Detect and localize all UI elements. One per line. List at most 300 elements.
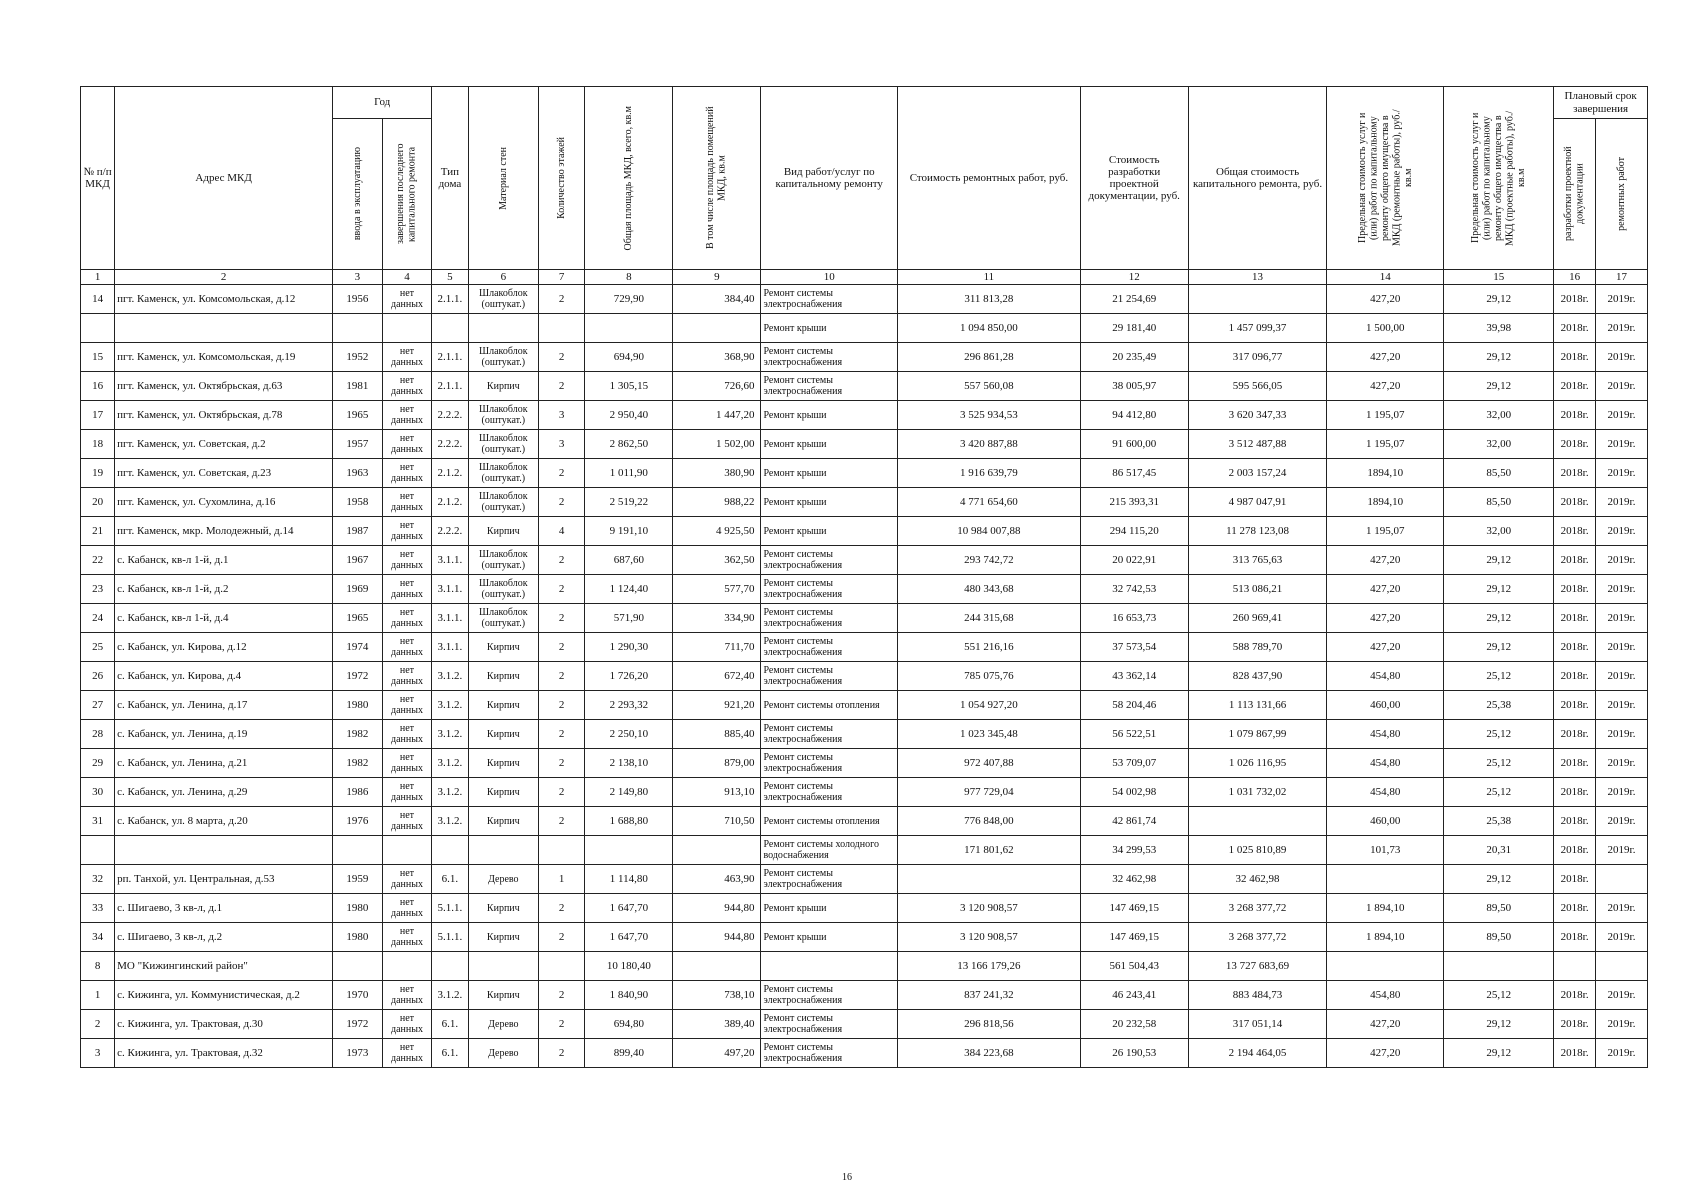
cell-lim1: 427,20: [1327, 633, 1444, 662]
cell-live: 368,90: [673, 343, 761, 372]
cell-design: 43 362,14: [1080, 662, 1188, 691]
cell-lim1: 1 195,07: [1327, 401, 1444, 430]
cell-cost: 3 420 887,88: [898, 430, 1081, 459]
cell-addr: пгт. Каменск, мкр. Молодежный, д.14: [115, 517, 333, 546]
cell-n: 28: [81, 720, 115, 749]
header-repair-cost: Стоимость ремонтных работ, руб.: [898, 87, 1081, 270]
page-number: 16: [842, 1172, 852, 1183]
cell-lim2: 25,12: [1444, 778, 1554, 807]
cell-d1: 2018г.: [1554, 488, 1596, 517]
cell-type: 3.1.1.: [432, 633, 468, 662]
table-row: [81, 575, 1648, 604]
cell-mat: Дерево: [468, 865, 538, 894]
header-num: № п/п МКД: [81, 87, 115, 270]
cell-live: 577,70: [673, 575, 761, 604]
cell-area: 694,80: [585, 1010, 673, 1039]
cell-live: 384,40: [673, 285, 761, 314]
cell-work: Ремонт системы электроснабжения: [761, 662, 898, 691]
cell-work: Ремонт системы электроснабжения: [761, 1039, 898, 1068]
table-row: [81, 314, 1648, 343]
cell-type: 3.1.1.: [432, 604, 468, 633]
cell-y1: 1986: [333, 778, 383, 807]
cell-type: 3.1.2.: [432, 662, 468, 691]
cell-work: Ремонт системы отопления: [761, 807, 898, 836]
cell-n: 31: [81, 807, 115, 836]
cell-y2: [382, 314, 432, 343]
cell-d2: 2019г.: [1596, 836, 1648, 865]
cell-d2: 2019г.: [1596, 1039, 1648, 1068]
cell-addr: [115, 314, 333, 343]
table-header: [81, 87, 1648, 285]
cell-work: Ремонт крыши: [761, 430, 898, 459]
cell-design: 26 190,53: [1080, 1039, 1188, 1068]
cell-live: 921,20: [673, 691, 761, 720]
cell-total: 513 086,21: [1188, 575, 1327, 604]
cell-total: 595 566,05: [1188, 372, 1327, 401]
cell-n: 29: [81, 749, 115, 778]
cell-live: 672,40: [673, 662, 761, 691]
cell-lim2: 29,12: [1444, 604, 1554, 633]
cell-mat: Шлакоблок (оштукат.): [468, 285, 538, 314]
cell-y1: 1972: [333, 662, 383, 691]
cell-cost: 293 742,72: [898, 546, 1081, 575]
cell-lim2: 25,38: [1444, 807, 1554, 836]
cell-mat: Кирпич: [468, 981, 538, 1010]
cell-n: 3: [81, 1039, 115, 1068]
cell-fl: 2: [539, 285, 585, 314]
cell-live: 711,70: [673, 633, 761, 662]
cell-fl: 2: [539, 981, 585, 1010]
column-number: 9: [673, 270, 761, 285]
cell-mat: [468, 952, 538, 981]
cell-y2: нет данных: [382, 865, 432, 894]
header-year-lastrepair: завершения последнего капитального ремонта: [382, 119, 432, 270]
cell-fl: [539, 952, 585, 981]
cell-area: 1 647,70: [585, 923, 673, 952]
cell-y1: 1965: [333, 604, 383, 633]
cell-d1: 2018г.: [1554, 865, 1596, 894]
cell-d1: 2018г.: [1554, 314, 1596, 343]
cell-mat: Кирпич: [468, 923, 538, 952]
cell-addr: с. Кижинга, ул. Трактовая, д.32: [115, 1039, 333, 1068]
cell-addr: пгт. Каменск, ул. Комсомольская, д.12: [115, 285, 333, 314]
cell-area: 899,40: [585, 1039, 673, 1068]
cell-addr: МО "Кижингинский район": [115, 952, 333, 981]
cell-lim1: 427,20: [1327, 604, 1444, 633]
cell-type: 2.1.1.: [432, 285, 468, 314]
cell-n: 32: [81, 865, 115, 894]
cell-type: [432, 314, 468, 343]
cell-lim2: 25,38: [1444, 691, 1554, 720]
cell-total: 1 457 099,37: [1188, 314, 1327, 343]
cell-design: 29 181,40: [1080, 314, 1188, 343]
cell-mat: Шлакоблок (оштукат.): [468, 430, 538, 459]
header-type: Тип дома: [432, 87, 468, 270]
cell-lim1: 427,20: [1327, 575, 1444, 604]
cell-fl: 2: [539, 372, 585, 401]
cell-lim1: 427,20: [1327, 1010, 1444, 1039]
cell-mat: Шлакоблок (оштукат.): [468, 604, 538, 633]
cell-d1: 2018г.: [1554, 546, 1596, 575]
table-row: [81, 749, 1648, 778]
header-floors: Количество этажей: [539, 87, 585, 270]
cell-total: 260 969,41: [1188, 604, 1327, 633]
cell-d2: 2019г.: [1596, 430, 1648, 459]
cell-cost: 3 120 908,57: [898, 923, 1081, 952]
cell-y2: нет данных: [382, 778, 432, 807]
cell-total: 828 437,90: [1188, 662, 1327, 691]
cell-d1: 2018г.: [1554, 285, 1596, 314]
cell-n: 15: [81, 343, 115, 372]
cell-addr: [115, 836, 333, 865]
cell-y2: нет данных: [382, 459, 432, 488]
cell-y2: нет данных: [382, 894, 432, 923]
cell-addr: с. Шигаево, 3 кв-л, д.1: [115, 894, 333, 923]
table-row: [81, 691, 1648, 720]
cell-lim2: 25,12: [1444, 662, 1554, 691]
cell-n: 22: [81, 546, 115, 575]
cell-total: 1 026 116,95: [1188, 749, 1327, 778]
cell-mat: [468, 836, 538, 865]
cell-live: 497,20: [673, 1039, 761, 1068]
cell-n: 8: [81, 952, 115, 981]
cell-d2: 2019г.: [1596, 894, 1648, 923]
cell-work: Ремонт крыши: [761, 459, 898, 488]
cell-d1: 2018г.: [1554, 662, 1596, 691]
cell-y2: нет данных: [382, 372, 432, 401]
cell-total: 317 051,14: [1188, 1010, 1327, 1039]
cell-area: 1 647,70: [585, 894, 673, 923]
cell-n: 26: [81, 662, 115, 691]
cell-y2: [382, 952, 432, 981]
cell-type: 3.1.1.: [432, 575, 468, 604]
cell-d1: 2018г.: [1554, 401, 1596, 430]
cell-cost: 776 848,00: [898, 807, 1081, 836]
cell-n: 17: [81, 401, 115, 430]
cell-live: 913,10: [673, 778, 761, 807]
cell-lim1: 1 195,07: [1327, 430, 1444, 459]
cell-y1: 1981: [333, 372, 383, 401]
table-row: [81, 865, 1648, 894]
cell-work: Ремонт системы электроснабжения: [761, 575, 898, 604]
cell-design: 46 243,41: [1080, 981, 1188, 1010]
cell-lim2: 89,50: [1444, 923, 1554, 952]
cell-y1: 1959: [333, 865, 383, 894]
column-number: 3: [333, 270, 383, 285]
cell-work: Ремонт крыши: [761, 314, 898, 343]
column-number: 15: [1444, 270, 1554, 285]
column-number: 7: [539, 270, 585, 285]
cell-area: 9 191,10: [585, 517, 673, 546]
cell-mat: Кирпич: [468, 749, 538, 778]
cell-total: 3 620 347,33: [1188, 401, 1327, 430]
cell-area: 1 305,15: [585, 372, 673, 401]
cell-lim2: 29,12: [1444, 575, 1554, 604]
cell-total: 32 462,98: [1188, 865, 1327, 894]
cell-y1: 1980: [333, 691, 383, 720]
cell-lim1: 427,20: [1327, 343, 1444, 372]
cell-total: 588 789,70: [1188, 633, 1327, 662]
cell-addr: с. Кабанск, кв-л 1-й, д.4: [115, 604, 333, 633]
cell-mat: Шлакоблок (оштукат.): [468, 401, 538, 430]
capital-repair-table: [80, 86, 1648, 1068]
cell-area: 2 519,22: [585, 488, 673, 517]
cell-total: 3 512 487,88: [1188, 430, 1327, 459]
header-year: Год: [333, 87, 432, 119]
cell-work: Ремонт крыши: [761, 923, 898, 952]
cell-fl: 2: [539, 662, 585, 691]
cell-type: [432, 952, 468, 981]
cell-n: 1: [81, 981, 115, 1010]
cell-fl: [539, 314, 585, 343]
cell-d2: 2019г.: [1596, 662, 1648, 691]
cell-area: 1 114,80: [585, 865, 673, 894]
cell-area: [585, 836, 673, 865]
cell-design: 94 412,80: [1080, 401, 1188, 430]
column-number: 2: [115, 270, 333, 285]
cell-cost: [898, 865, 1081, 894]
cell-d2: 2019г.: [1596, 517, 1648, 546]
cell-type: 2.1.2.: [432, 459, 468, 488]
cell-design: 86 517,45: [1080, 459, 1188, 488]
cell-y1: 1970: [333, 981, 383, 1010]
table-row: [81, 981, 1648, 1010]
cell-mat: Кирпич: [468, 372, 538, 401]
cell-cost: 480 343,68: [898, 575, 1081, 604]
table-row: [81, 546, 1648, 575]
cell-type: 2.1.1.: [432, 372, 468, 401]
cell-live: 1 447,20: [673, 401, 761, 430]
cell-mat: [468, 314, 538, 343]
cell-d2: 2019г.: [1596, 923, 1648, 952]
cell-area: 694,90: [585, 343, 673, 372]
cell-d1: 2018г.: [1554, 575, 1596, 604]
cell-design: 147 469,15: [1080, 894, 1188, 923]
cell-y2: нет данных: [382, 546, 432, 575]
cell-d2: 2019г.: [1596, 691, 1648, 720]
cell-mat: Кирпич: [468, 894, 538, 923]
cell-live: 738,10: [673, 981, 761, 1010]
cell-d1: 2018г.: [1554, 720, 1596, 749]
cell-live: 463,90: [673, 865, 761, 894]
cell-mat: Дерево: [468, 1039, 538, 1068]
column-number: 17: [1596, 270, 1648, 285]
cell-addr: с. Кабанск, ул. Ленина, д.21: [115, 749, 333, 778]
cell-mat: Кирпич: [468, 633, 538, 662]
cell-y2: нет данных: [382, 343, 432, 372]
cell-area: 1 840,90: [585, 981, 673, 1010]
cell-d1: 2018г.: [1554, 749, 1596, 778]
cell-live: [673, 836, 761, 865]
cell-n: 21: [81, 517, 115, 546]
cell-n: 20: [81, 488, 115, 517]
cell-y2: нет данных: [382, 720, 432, 749]
cell-design: 91 600,00: [1080, 430, 1188, 459]
cell-total: 11 278 123,08: [1188, 517, 1327, 546]
column-number: 6: [468, 270, 538, 285]
cell-lim2: 25,12: [1444, 749, 1554, 778]
cell-cost: 13 166 179,26: [898, 952, 1081, 981]
cell-live: [673, 952, 761, 981]
cell-y2: нет данных: [382, 488, 432, 517]
cell-addr: пгт. Каменск, ул. Советская, д.2: [115, 430, 333, 459]
cell-fl: 2: [539, 633, 585, 662]
cell-cost: 10 984 007,88: [898, 517, 1081, 546]
cell-d2: 2019г.: [1596, 285, 1648, 314]
cell-fl: 2: [539, 894, 585, 923]
cell-d2: 2019г.: [1596, 372, 1648, 401]
cell-lim1: 460,00: [1327, 807, 1444, 836]
cell-design: 37 573,54: [1080, 633, 1188, 662]
cell-live: 4 925,50: [673, 517, 761, 546]
cell-lim2: 29,12: [1444, 546, 1554, 575]
table-row: [81, 720, 1648, 749]
header-address: Адрес МКД: [115, 87, 333, 270]
cell-addr: пгт. Каменск, ул. Октябрьская, д.63: [115, 372, 333, 401]
column-number: 8: [585, 270, 673, 285]
cell-design: 21 254,69: [1080, 285, 1188, 314]
cell-total: 317 096,77: [1188, 343, 1327, 372]
cell-y1: 1982: [333, 720, 383, 749]
cell-lim1: 427,20: [1327, 372, 1444, 401]
cell-design: 38 005,97: [1080, 372, 1188, 401]
cell-cost: 296 861,28: [898, 343, 1081, 372]
cell-work: Ремонт системы электроснабжения: [761, 633, 898, 662]
cell-work: Ремонт системы электроснабжения: [761, 749, 898, 778]
cell-type: 3.1.1.: [432, 546, 468, 575]
cell-addr: пгт. Каменск, ул. Октябрьская, д.78: [115, 401, 333, 430]
table-row: [81, 604, 1648, 633]
cell-live: 389,40: [673, 1010, 761, 1039]
cell-d2: 2019г.: [1596, 459, 1648, 488]
cell-y1: 1967: [333, 546, 383, 575]
cell-fl: 3: [539, 430, 585, 459]
cell-mat: Кирпич: [468, 720, 538, 749]
cell-work: Ремонт системы холодного водоснабжения: [761, 836, 898, 865]
cell-d2: 2019г.: [1596, 778, 1648, 807]
cell-live: 1 502,00: [673, 430, 761, 459]
cell-design: 53 709,07: [1080, 749, 1188, 778]
cell-area: 687,60: [585, 546, 673, 575]
cell-design: 215 393,31: [1080, 488, 1188, 517]
cell-y1: 1980: [333, 894, 383, 923]
cell-work: Ремонт крыши: [761, 401, 898, 430]
cell-d1: 2018г.: [1554, 691, 1596, 720]
cell-type: 5.1.1.: [432, 894, 468, 923]
cell-d2: 2019г.: [1596, 401, 1648, 430]
cell-live: 710,50: [673, 807, 761, 836]
cell-design: 20 235,49: [1080, 343, 1188, 372]
cell-mat: Шлакоблок (оштукат.): [468, 459, 538, 488]
header-deadline-design: разработки проектной документации: [1554, 119, 1596, 270]
table-row: [81, 459, 1648, 488]
cell-lim2: 89,50: [1444, 894, 1554, 923]
cell-y1: 1973: [333, 1039, 383, 1068]
cell-type: 2.2.2.: [432, 401, 468, 430]
cell-addr: с. Кабанск, ул. Ленина, д.29: [115, 778, 333, 807]
cell-d2: 2019г.: [1596, 575, 1648, 604]
cell-fl: 3: [539, 401, 585, 430]
cell-design: 32 462,98: [1080, 865, 1188, 894]
cell-d2: [1596, 865, 1648, 894]
cell-total: 1 079 867,99: [1188, 720, 1327, 749]
cell-d1: 2018г.: [1554, 778, 1596, 807]
cell-lim2: 29,12: [1444, 1010, 1554, 1039]
cell-type: 5.1.1.: [432, 923, 468, 952]
cell-d1: 2018г.: [1554, 517, 1596, 546]
cell-n: 34: [81, 923, 115, 952]
cell-type: 2.2.2.: [432, 517, 468, 546]
cell-fl: 2: [539, 1010, 585, 1039]
cell-work: Ремонт крыши: [761, 517, 898, 546]
cell-n: 24: [81, 604, 115, 633]
cell-addr: с. Кабанск, ул. Ленина, д.19: [115, 720, 333, 749]
cell-cost: 837 241,32: [898, 981, 1081, 1010]
cell-work: Ремонт системы электроснабжения: [761, 546, 898, 575]
cell-n: 16: [81, 372, 115, 401]
cell-lim1: 101,73: [1327, 836, 1444, 865]
cell-y1: 1952: [333, 343, 383, 372]
cell-fl: 2: [539, 604, 585, 633]
cell-lim1: [1327, 952, 1444, 981]
cell-live: 334,90: [673, 604, 761, 633]
cell-addr: пгт. Каменск, ул. Советская, д.23: [115, 459, 333, 488]
cell-type: 2.1.2.: [432, 488, 468, 517]
cell-cost: 3 525 934,53: [898, 401, 1081, 430]
cell-area: 1 290,30: [585, 633, 673, 662]
cell-mat: Шлакоблок (оштукат.): [468, 343, 538, 372]
cell-type: 6.1.: [432, 865, 468, 894]
cell-y1: 1982: [333, 749, 383, 778]
cell-cost: 1 054 927,20: [898, 691, 1081, 720]
cell-y1: [333, 952, 383, 981]
cell-mat: Кирпич: [468, 691, 538, 720]
cell-total: 313 765,63: [1188, 546, 1327, 575]
cell-type: 6.1.: [432, 1039, 468, 1068]
cell-addr: с. Кижинга, ул. Трактовая, д.30: [115, 1010, 333, 1039]
cell-type: 3.1.2.: [432, 691, 468, 720]
cell-cost: 1 094 850,00: [898, 314, 1081, 343]
cell-area: 1 011,90: [585, 459, 673, 488]
cell-lim1: [1327, 865, 1444, 894]
cell-live: 988,22: [673, 488, 761, 517]
cell-lim1: 1894,10: [1327, 488, 1444, 517]
table-row: [81, 517, 1648, 546]
column-numbers-row: [81, 270, 1648, 285]
cell-design: 20 022,91: [1080, 546, 1188, 575]
table-row: [81, 401, 1648, 430]
cell-y2: нет данных: [382, 1010, 432, 1039]
cell-live: 944,80: [673, 923, 761, 952]
cell-lim2: 29,12: [1444, 285, 1554, 314]
cell-addr: с. Кабанск, ул. 8 марта, д.20: [115, 807, 333, 836]
column-number: 16: [1554, 270, 1596, 285]
cell-n: 18: [81, 430, 115, 459]
cell-lim1: 427,20: [1327, 285, 1444, 314]
cell-total: 883 484,73: [1188, 981, 1327, 1010]
cell-y2: [382, 836, 432, 865]
cell-n: 23: [81, 575, 115, 604]
column-number: 10: [761, 270, 898, 285]
cell-d2: 2019г.: [1596, 546, 1648, 575]
cell-cost: 171 801,62: [898, 836, 1081, 865]
cell-d1: [1554, 952, 1596, 981]
cell-cost: 785 075,76: [898, 662, 1081, 691]
cell-lim2: 20,31: [1444, 836, 1554, 865]
cell-lim2: 25,12: [1444, 981, 1554, 1010]
cell-area: 2 293,32: [585, 691, 673, 720]
cell-n: 33: [81, 894, 115, 923]
